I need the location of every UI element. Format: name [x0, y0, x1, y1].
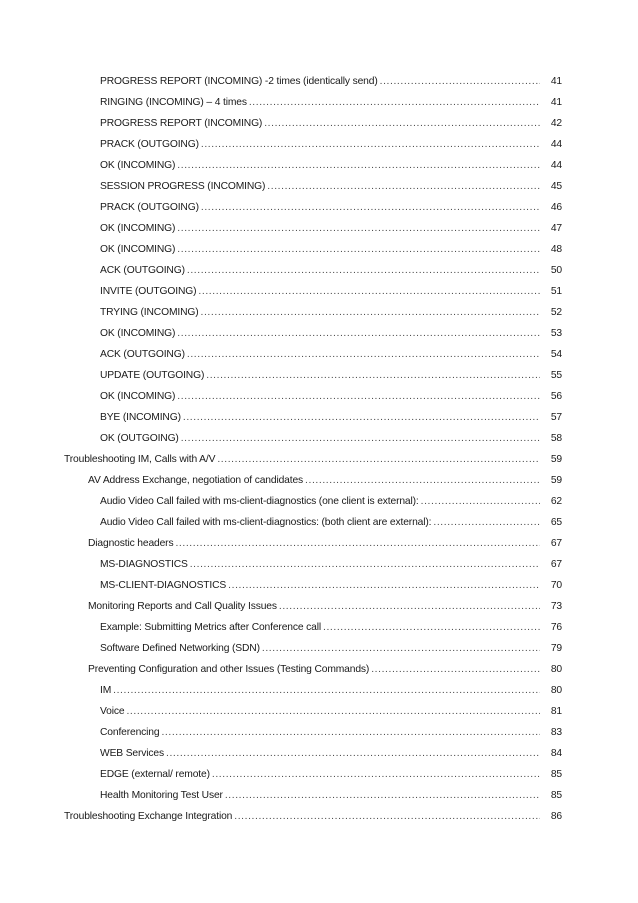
toc-entry-title: TRYING (INCOMING) — [100, 307, 199, 318]
toc-entry[interactable] — [0, 323, 638, 344]
toc-entry-title: UPDATE (OUTGOING) — [100, 370, 205, 381]
toc-entry[interactable] — [0, 512, 638, 533]
toc-entry-title: RINGING (INCOMING) – 4 times — [100, 97, 247, 108]
toc-entry[interactable] — [0, 302, 638, 323]
toc-entry[interactable] — [0, 722, 638, 743]
toc-entry-page-number: 62 — [550, 496, 562, 507]
dot-leader — [201, 197, 540, 218]
toc-entry-page-number: 84 — [550, 748, 562, 759]
dot-leader — [267, 176, 540, 197]
dot-leader — [264, 113, 540, 134]
toc-entry-page-number: 48 — [550, 244, 562, 255]
toc-entry[interactable] — [0, 764, 638, 785]
toc-entry[interactable] — [0, 281, 638, 302]
toc-entry[interactable] — [0, 659, 638, 680]
toc-entry[interactable] — [0, 785, 638, 806]
toc-entry-page-number: 59 — [550, 454, 562, 465]
toc-entry-title: Audio Video Call failed with ms-client-diagnostics: (both client are external): — [100, 517, 432, 528]
toc-entry-page-number: 44 — [550, 139, 562, 150]
toc-entry-title: Troubleshooting Exchange Integration — [64, 811, 233, 822]
dot-leader — [212, 764, 540, 785]
dot-leader — [187, 260, 540, 281]
toc-entry-page-number: 52 — [550, 307, 562, 318]
toc-entry-page-number: 50 — [550, 265, 562, 276]
toc-entry-title: Voice — [100, 706, 125, 717]
toc-entry-page-number: 44 — [550, 160, 562, 171]
dot-leader — [177, 239, 540, 260]
toc-entry-page-number: 56 — [550, 391, 562, 402]
toc-entry-title: Software Defined Networking (SDN) — [100, 643, 260, 654]
toc-entry-title: Example: Submitting Metrics after Conference call — [100, 622, 321, 633]
toc-entry-page-number: 59 — [550, 475, 562, 486]
dot-leader — [187, 344, 540, 365]
dot-leader — [225, 785, 540, 806]
dot-leader — [177, 218, 540, 239]
toc-entry[interactable] — [0, 344, 638, 365]
dot-leader — [177, 155, 540, 176]
dot-leader — [113, 680, 540, 701]
toc-entry[interactable] — [0, 554, 638, 575]
toc-entry-page-number: 41 — [550, 97, 562, 108]
toc-entry-title: Preventing Configuration and other Issues (Testing Commands) — [88, 664, 370, 675]
toc-entry[interactable] — [0, 260, 638, 281]
toc-entry-page-number: 76 — [550, 622, 562, 633]
toc-entry-title: MS-CLIENT-DIAGNOSTICS — [100, 580, 227, 591]
toc-entry-page-number: 80 — [550, 685, 562, 696]
toc-entry[interactable] — [0, 428, 638, 449]
toc-entry[interactable] — [0, 596, 638, 617]
toc-entry[interactable] — [0, 176, 638, 197]
toc-entry-page-number: 54 — [550, 349, 562, 360]
toc-entry[interactable] — [0, 701, 638, 722]
toc-entry-page-number: 85 — [550, 790, 562, 801]
toc-entry[interactable] — [0, 638, 638, 659]
toc-entry[interactable] — [0, 407, 638, 428]
toc-entry-title: ACK (OUTGOING) — [100, 349, 185, 360]
toc-entry-title: PROGRESS REPORT (INCOMING) — [100, 118, 263, 129]
toc-entry-page-number: 46 — [550, 202, 562, 213]
toc-entry-page-number: 41 — [550, 76, 562, 87]
dot-leader — [249, 92, 540, 113]
toc-entry-page-number: 55 — [550, 370, 562, 381]
dot-leader — [206, 365, 540, 386]
table-of-contents — [0, 71, 638, 827]
toc-entry-page-number: 47 — [550, 223, 562, 234]
toc-entry-title: IM — [100, 685, 112, 696]
toc-entry-title: Monitoring Reports and Call Quality Issues — [88, 601, 277, 612]
toc-entry-title: Conferencing — [100, 727, 160, 738]
toc-entry-page-number: 70 — [550, 580, 562, 591]
toc-entry[interactable] — [0, 470, 638, 491]
toc-entry-title: Diagnostic headers — [88, 538, 174, 549]
dot-leader — [380, 71, 540, 92]
dot-leader — [217, 449, 540, 470]
toc-entry[interactable] — [0, 575, 638, 596]
toc-entry-title: OK (INCOMING) — [100, 391, 176, 402]
toc-entry-title: OK (INCOMING) — [100, 328, 176, 339]
toc-entry-title: ACK (OUTGOING) — [100, 265, 185, 276]
dot-leader — [228, 575, 540, 596]
dot-leader — [262, 638, 540, 659]
toc-entry[interactable] — [0, 617, 638, 638]
toc-entry-page-number: 73 — [550, 601, 562, 612]
toc-entry-title: BYE (INCOMING) — [100, 412, 181, 423]
toc-entry-title: OK (OUTGOING) — [100, 433, 179, 444]
toc-entry-page-number: 79 — [550, 643, 562, 654]
toc-entry[interactable] — [0, 113, 638, 134]
toc-entry-page-number: 42 — [550, 118, 562, 129]
toc-entry-page-number: 45 — [550, 181, 562, 192]
dot-leader — [234, 806, 540, 827]
toc-entry-title: AV Address Exchange, negotiation of candidates — [88, 475, 304, 486]
toc-entry-title: EDGE (external/ remote) — [100, 769, 210, 780]
toc-entry-page-number: 85 — [550, 769, 562, 780]
toc-entry-title: OK (INCOMING) — [100, 160, 176, 171]
toc-entry[interactable] — [0, 491, 638, 512]
dot-leader — [305, 470, 540, 491]
toc-entry[interactable] — [0, 71, 638, 92]
dot-leader — [190, 554, 540, 575]
toc-entry-title: PRACK (OUTGOING) — [100, 202, 199, 213]
dot-leader — [371, 659, 540, 680]
toc-entry[interactable] — [0, 680, 638, 701]
toc-entry-page-number: 83 — [550, 727, 562, 738]
toc-entry[interactable] — [0, 197, 638, 218]
toc-entry-page-number: 80 — [550, 664, 562, 675]
toc-entry-title: OK (INCOMING) — [100, 244, 176, 255]
dot-leader — [433, 512, 540, 533]
toc-entry-page-number: 58 — [550, 433, 562, 444]
dot-leader — [181, 428, 540, 449]
dot-leader — [183, 407, 540, 428]
dot-leader — [175, 533, 540, 554]
toc-entry-page-number: 53 — [550, 328, 562, 339]
toc-entry[interactable] — [0, 386, 638, 407]
toc-entry-page-number: 57 — [550, 412, 562, 423]
dot-leader — [161, 722, 540, 743]
toc-entry-title: PROGRESS REPORT (INCOMING) -2 times (identically send) — [100, 76, 378, 87]
toc-entry[interactable] — [0, 449, 638, 470]
dot-leader — [279, 596, 540, 617]
toc-entry[interactable] — [0, 365, 638, 386]
toc-entry[interactable] — [0, 134, 638, 155]
toc-entry-title: Troubleshooting IM, Calls with A/V — [64, 454, 216, 465]
toc-entry[interactable] — [0, 92, 638, 113]
dot-leader — [201, 302, 540, 323]
toc-entry-title: WEB Services — [100, 748, 164, 759]
toc-entry-title: PRACK (OUTGOING) — [100, 139, 199, 150]
dot-leader — [177, 323, 540, 344]
dot-leader — [201, 134, 540, 155]
toc-entry-title: SESSION PROGRESS (INCOMING) — [100, 181, 266, 192]
toc-entry-page-number: 67 — [550, 538, 562, 549]
toc-entry[interactable] — [0, 218, 638, 239]
toc-entry[interactable] — [0, 155, 638, 176]
dot-leader — [166, 743, 540, 764]
dot-leader — [126, 701, 540, 722]
toc-entry[interactable] — [0, 806, 638, 827]
toc-entry-page-number: 86 — [550, 811, 562, 822]
toc-entry-page-number: 67 — [550, 559, 562, 570]
toc-entry[interactable] — [0, 533, 638, 554]
dot-leader — [421, 491, 540, 512]
toc-entry-title: Audio Video Call failed with ms-client-diagnostics (one client is external): — [100, 496, 419, 507]
toc-entry[interactable] — [0, 239, 638, 260]
toc-entry-page-number: 65 — [550, 517, 562, 528]
toc-entry-title: MS-DIAGNOSTICS — [100, 559, 188, 570]
dot-leader — [198, 281, 540, 302]
toc-entry-title: INVITE (OUTGOING) — [100, 286, 197, 297]
toc-entry-title: OK (INCOMING) — [100, 223, 176, 234]
toc-entry[interactable] — [0, 743, 638, 764]
dot-leader — [177, 386, 540, 407]
toc-entry-page-number: 81 — [550, 706, 562, 717]
toc-entry-title: Health Monitoring Test User — [100, 790, 223, 801]
dot-leader — [323, 617, 540, 638]
toc-entry-page-number: 51 — [550, 286, 562, 297]
